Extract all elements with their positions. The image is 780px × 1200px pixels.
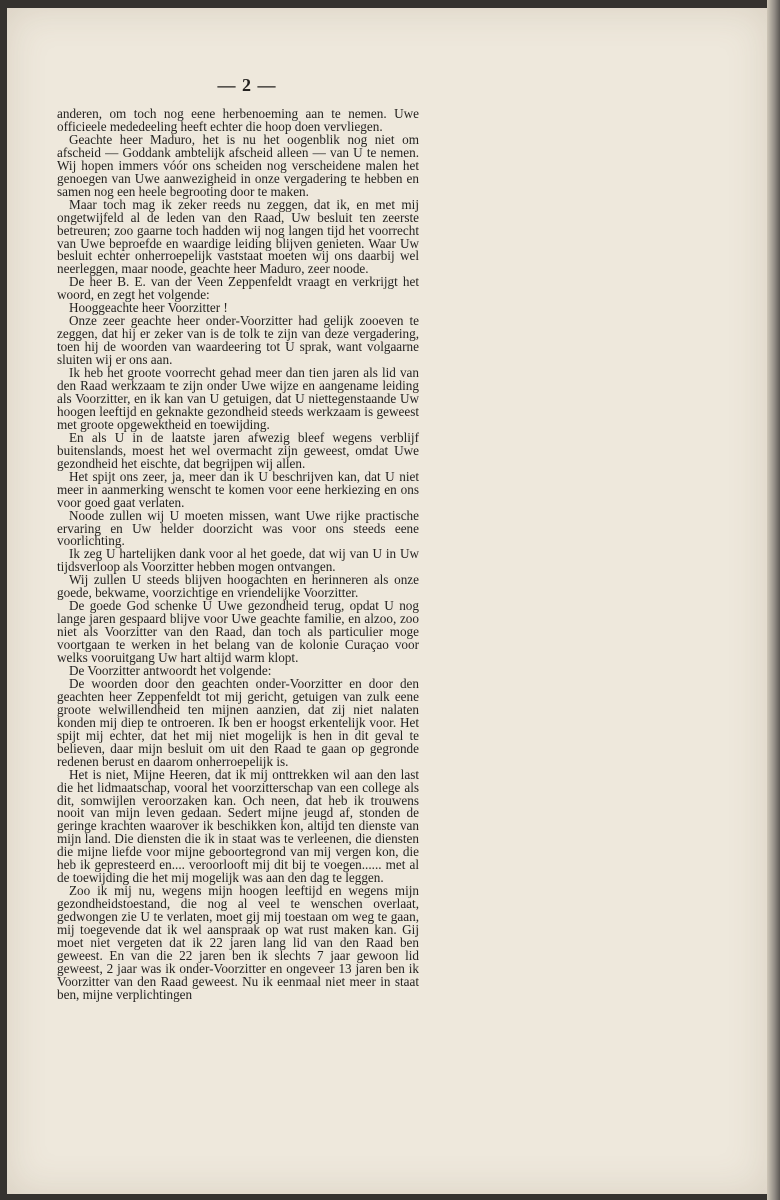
paragraph: Het is niet, Mijne Heeren, dat ik mij onttrekken wil aan den last die het lidmaatschap, vooral het voorzitterschap van een college als dit, somwijlen veroorzaken kan. Och neen, dat heb ik trouwens nooit van mijn leven gedaan. Sedert mijne jeugd af, stonden de geringe krachten waarover ik beschikken kon, altijd ten dienste van mijn land. Die diensten die ik in staat was te verleenen, die diensten die mijne liefde voor mijne geboortegrond van mij vergen kon, die heb ik gepresteerd en.... veroorlooft mij dit bij te voegen...... met al de toewijding die het mij mogelijk was aan den dag te leggen.	[57, 766, 419, 886]
paragraph: De heer B. E. van der Veen Zeppenfeldt vraagt en verkrijgt het woord, en zegt het volgende:	[57, 274, 419, 303]
paragraph: Het spijt ons zeer, ja, meer dan ik U beschrijven kan, dat U niet meer in aanmerking wenscht te komen voor eene herkiezing en ons voor goed gaat verlaten.	[57, 468, 419, 510]
page-edge	[767, 0, 780, 1200]
paragraph: Zoo ik mij nu, wegens mijn hoogen leeftijd en wegens mijn gezondheidstoestand, die nog al veel te wenschen overlaat, gedwongen zie U te verlaten, moet gij mij toestaan om weg te gaan, mij toegevende dat ik wel aanspraak op wat rust maken kan. Gij moet niet vergeten dat ik 22 jaren lang lid van den Raad ben geweest. En van die 22 jaren ben ik slechts 7 jaar gewoon lid geweest, 2 jaar was ik onder-Voorzitter en ongeveer 13 jaren ben ik Voorzitter van den Raad geweest. Nu ik eenmaal niet meer in staat ben, mijne verplichtingen	[57, 883, 419, 1002]
paragraph: De Voorzitter antwoordt het volgende:	[69, 662, 272, 678]
paragraph: Noode zullen wij U moeten missen, want Uwe rijke practische ervaring en Uw helder doorzicht was voor ons steeds eene voorlichting.	[57, 507, 419, 549]
paragraph: Geachte heer Maduro, het is nu het oogenblik nog niet om afscheid — Goddank ambtelijk afscheid alleen — van U te nemen. Wij hopen immers vóór ons scheiden nog verscheidene malen het genoegen van Uwe aanwezigheid in onze vergadering te hebben en samen nog een heele begrooting door te maken.	[57, 131, 419, 199]
paragraph: anderen, om toch nog eene herbenoeming aan te nemen. Uwe officieele mededeeling heeft echter die hoop doen vervliegen.	[57, 106, 419, 134]
paragraph: En als U in de laatste jaren afwezig bleef wegens verblijf buitenslands, moest het wel overmacht zijn geweest, omdat Uwe gezondheid het eischte, dat begrijpen wij allen.	[57, 429, 419, 471]
document-page	[7, 8, 767, 1194]
paragraph: Ik zeg U hartelijken dank voor al het goede, dat wij van U in Uw tijdsverloop als Voorzitter hebben mogen ontvangen.	[57, 546, 419, 575]
paragraph: Wij zullen U steeds blijven hoogachten en herinneren als onze goede, bekwame, voorzichtige en vriendelijke Voorzitter.	[57, 572, 419, 601]
paragraph: Hooggeachte heer Voorzitter !	[69, 300, 228, 316]
body-text	[57, 108, 419, 1002]
paragraph: Onze zeer geachte heer onder-Voorzitter had gelijk zooeven te zeggen, dat hij er zeker van is de tolk te zijn van deze vergadering, toen hij de woorden van waardeering tot U sprak, want volgaarne sluiten wij er ons aan.	[57, 313, 419, 368]
paragraph: De goede God schenke U Uwe gezondheid terug, opdat U nog lange jaren gespaard blijve voor Uwe geachte familie, en alzoo, zoo niet als Voorzitter van den Raad, dan toch als particulier moge voortgaan te werken in het belang van de kolonie Curaçao voor welks vooruitgang Uw hart altijd warm klopt.	[57, 598, 419, 666]
paragraph: Ik heb het groote voorrecht gehad meer dan tien jaren als lid van den Raad werkzaam te zijn onder Uwe wijze en aangename leiding als Voorzitter, en ik kan van U getuigen, dat U niettegenstaande Uw hoogen leeftijd en geknakte gezondheid steeds werkzaam is geweest met groote opgewektheid en toewijding.	[57, 365, 419, 432]
paragraph: De woorden door den geachten onder-Voorzitter en door den geachten heer Zeppenfeldt tot mij gericht, getuigen van zulk eene groote welwillendheid ten mijnen aanzien, dat zij niet nalaten konden mij diep te ontroeren. Ik ben er hoogst erkentelijk voor. Het spijt mij echter, dat het mij niet mogelijk is hen in dit geval te believen, daar mijn besluit om uit den Raad te gaan op gegronde redenen berust en daarom onherroepelijk is.	[57, 675, 419, 769]
page-number: — 2 —	[217, 75, 277, 95]
paragraph: Maar toch mag ik zeker reeds nu zeggen, dat ik, en met mij ongetwijfeld al de leden van den Raad, Uw besluit ten zeerste betreuren; zoo gaarne toch hadden wij nog langen tijd het voorrecht van Uwe beproefde en waardige leiding blijven genieten. Waar Uw besluit echter onherroepelijk vaststaat moeten wij ons daarbij wel neerleggen, maar noode, geachte heer Maduro, zeer noode.	[57, 196, 419, 277]
